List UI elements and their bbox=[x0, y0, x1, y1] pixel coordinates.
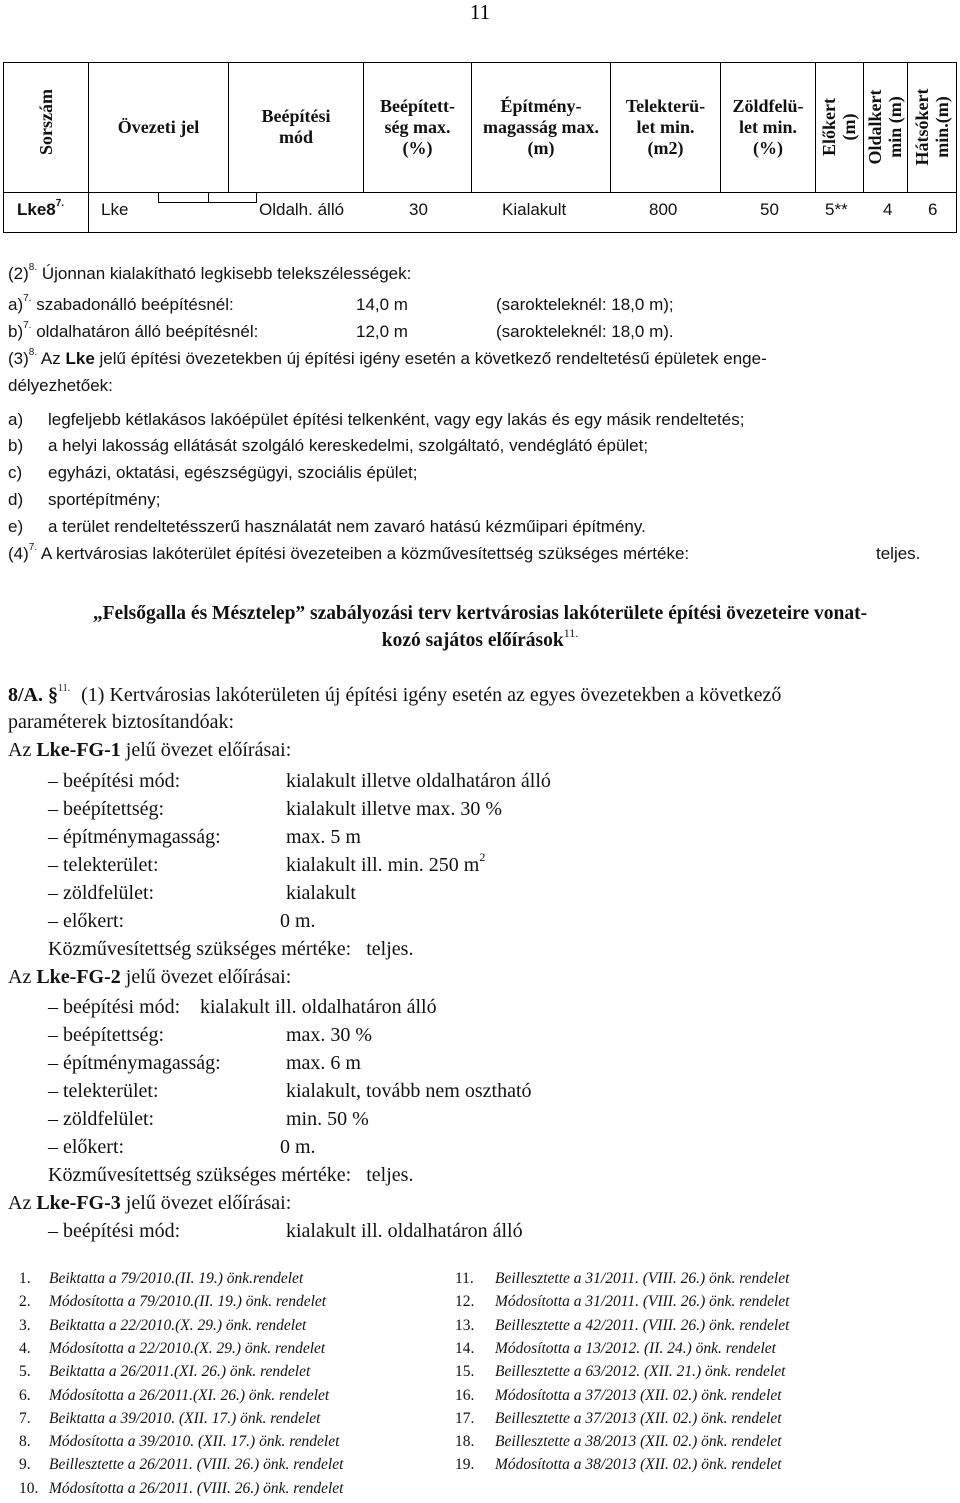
zone-text: jelű övezet előírásai: bbox=[120, 966, 292, 988]
footnote-text: Beiktatta a 22/2010.(X. 29.) önk. rendelet bbox=[49, 1316, 307, 1334]
table-header-divider bbox=[3, 192, 957, 193]
footnote-number: 9. bbox=[19, 1456, 31, 1474]
zone-fg1-kozmu bbox=[48, 938, 413, 961]
page-number: 11 bbox=[469, 0, 491, 24]
header-line: Beépített- bbox=[380, 95, 455, 116]
kozmu-value: teljes. bbox=[366, 938, 414, 960]
item-note: (sarokteleknél: 18,0 m); bbox=[496, 295, 674, 314]
item-value: max. 5 m bbox=[286, 826, 361, 848]
zone-fg2-title bbox=[8, 966, 291, 989]
dash: – bbox=[48, 826, 58, 848]
item-value: min. 50 % bbox=[286, 1108, 369, 1130]
header-beepitesi-mod bbox=[229, 62, 363, 192]
footnote-number: 4. bbox=[19, 1339, 31, 1357]
header-ovezeti-jel: Övezeti jel bbox=[117, 116, 200, 137]
header-line: (m2) bbox=[647, 137, 684, 158]
item-label: beépítettség: bbox=[63, 798, 165, 820]
dash: – bbox=[48, 798, 58, 820]
para-bold: Lke bbox=[65, 349, 95, 368]
zone-fg2-item bbox=[48, 996, 437, 1019]
dash: – bbox=[48, 1024, 58, 1046]
item-text: sportépítmény; bbox=[48, 490, 161, 509]
footnote bbox=[455, 1363, 785, 1381]
footnote-number: 7. bbox=[19, 1409, 31, 1427]
zone-fg3-item bbox=[48, 1220, 523, 1243]
footnote-text: Beillesztette a 31/2011. (VIII. 26.) önk. rendelet bbox=[495, 1270, 790, 1287]
section-3-item-b bbox=[8, 434, 648, 457]
item-label: d) bbox=[8, 490, 24, 509]
para-text: Újonnan kialakítható legkisebb telekszélességek: bbox=[41, 264, 412, 283]
item-label: beépítési mód: bbox=[63, 996, 181, 1018]
footnote-text: Beillesztette a 63/2012. (XII. 21.) önk. rendelet bbox=[495, 1363, 786, 1381]
header-line: magasság max. bbox=[483, 116, 599, 137]
zone-fg3-title bbox=[8, 1192, 291, 1215]
header-telekterulet bbox=[611, 62, 720, 192]
footnote bbox=[19, 1293, 326, 1311]
item-value: 14,0 m bbox=[356, 295, 408, 314]
zone-fg1-item bbox=[48, 826, 361, 849]
footnote-text: Módosította a 37/2013 (XII. 02.) önk. rendelet bbox=[495, 1386, 782, 1404]
footnote-number: 13. bbox=[455, 1316, 475, 1334]
item-value: kialakult bbox=[286, 882, 356, 904]
item-label: zöldfelület: bbox=[63, 1108, 155, 1130]
footnote-number: 18. bbox=[455, 1433, 475, 1451]
header-line: Telekterü- bbox=[625, 95, 706, 116]
item-label: telekterület: bbox=[63, 854, 159, 876]
footnote bbox=[19, 1387, 329, 1405]
item-sup: 7. bbox=[23, 293, 32, 305]
header-sorszam: Sorszám bbox=[36, 89, 56, 155]
footnote-number: 15. bbox=[455, 1363, 475, 1381]
item-label: építménymagasság: bbox=[63, 826, 221, 848]
header-epitmenymagassag bbox=[472, 62, 610, 192]
item-value: 0 m. bbox=[280, 1136, 316, 1158]
footnote bbox=[19, 1363, 310, 1381]
footnote bbox=[19, 1317, 306, 1335]
para-label: (2) bbox=[8, 264, 29, 283]
table-border-right bbox=[956, 62, 957, 233]
zone-fg2-item bbox=[48, 1136, 316, 1159]
header-line: min.(m) bbox=[932, 96, 952, 158]
footnote-text: Módosította a 22/2010.(X. 29.) önk. rendelet bbox=[49, 1339, 326, 1357]
footnote-number: 2. bbox=[19, 1293, 31, 1311]
zone-fg1-item bbox=[48, 910, 316, 933]
dash: – bbox=[48, 1220, 58, 1242]
item-label: zöldfelület: bbox=[63, 882, 155, 904]
footnote-text: Módosította a 26/2011.(XI. 26.) önk. rendelet bbox=[49, 1386, 330, 1404]
footnote-number: 3. bbox=[19, 1316, 31, 1334]
footnote-number: 17. bbox=[455, 1409, 475, 1427]
footnote-number: 12. bbox=[455, 1293, 475, 1311]
item-value bbox=[286, 850, 486, 877]
footnote-text: Módosította a 13/2012. (II. 24.) önk. rendelet bbox=[495, 1339, 776, 1357]
item-value: max. 30 % bbox=[286, 1024, 373, 1046]
para-text: jelű építési övezetekben új építési igény esetén a következő rendeltetésű épületek enge- bbox=[94, 349, 767, 368]
row-telek: 800 bbox=[649, 200, 678, 219]
header-line: min (m) bbox=[885, 96, 905, 158]
header-line: ség max. bbox=[384, 116, 451, 137]
heading-line bbox=[0, 627, 960, 654]
header-hatsokert bbox=[912, 77, 952, 177]
footnote bbox=[19, 1270, 303, 1288]
section-3-item-d bbox=[8, 488, 160, 511]
section-4 bbox=[8, 542, 958, 565]
item-sup: 7. bbox=[23, 320, 32, 332]
zone-code: Lke-FG-1 bbox=[36, 739, 121, 761]
heading-sup: 11. bbox=[563, 625, 579, 640]
footnote-number: 16. bbox=[455, 1386, 475, 1404]
item-value-sup: 2 bbox=[479, 850, 486, 865]
header-elokert bbox=[819, 77, 859, 177]
header-line: Építmény- bbox=[500, 95, 582, 116]
row-oldalkert: 4 bbox=[883, 200, 893, 219]
section-3-line1 bbox=[8, 347, 767, 370]
header-zoldfelulet bbox=[721, 62, 815, 192]
dash: – bbox=[48, 854, 58, 876]
footnote-text: Beillesztette a 42/2011. (VIII. 26.) önk. rendelet bbox=[495, 1316, 790, 1334]
para-text: Az bbox=[40, 349, 66, 368]
heading-text: kozó sajátos előírások bbox=[381, 630, 564, 651]
section-2-b bbox=[8, 320, 948, 343]
section-3-line2: délyezhetőek: bbox=[8, 376, 113, 395]
footnote-text: Beiktatta a 39/2010. (XII. 17.) önk. rendelet bbox=[49, 1409, 321, 1427]
footnote bbox=[455, 1456, 782, 1474]
section-2-intro bbox=[8, 262, 411, 285]
item-value: kialakult, tovább nem osztható bbox=[286, 1080, 532, 1102]
header-line: let min. bbox=[738, 116, 797, 137]
item-value: kialakult ill. oldalhatáron álló bbox=[286, 1220, 523, 1242]
zone-fg2-item bbox=[48, 1080, 532, 1103]
item-label: előkert: bbox=[63, 1136, 125, 1158]
footnote bbox=[19, 1410, 320, 1428]
item-label: b) bbox=[8, 322, 24, 341]
item-value: kialakult ill. oldalhatáron álló bbox=[200, 996, 437, 1018]
footnote bbox=[19, 1480, 343, 1498]
zoning-table bbox=[3, 62, 957, 233]
row-sorszam-text: Lke8 bbox=[17, 200, 56, 219]
footnote-text: Beillesztette a 38/2013 (XII. 02.) önk. rendelet bbox=[495, 1433, 782, 1451]
row-hatsokert: 6 bbox=[928, 200, 938, 219]
zone-fg2-item bbox=[48, 1052, 361, 1075]
zone-fg1-item bbox=[48, 850, 486, 877]
footnote bbox=[455, 1317, 789, 1335]
footnote bbox=[19, 1456, 343, 1474]
item-value-text: kialakult ill. min. 250 m bbox=[286, 854, 480, 876]
section-2-a bbox=[8, 293, 948, 316]
para-value: teljes. bbox=[876, 544, 921, 563]
heading-line: „Felsőgalla és Mésztelep” szabályozási terv kertvárosias lakóterülete építési övezeteire vonat- bbox=[92, 603, 868, 624]
section-8a-line1 bbox=[8, 684, 781, 707]
item-label: beépítési mód: bbox=[63, 770, 181, 792]
footnote-text: Beillesztette a 26/2011. (VIII. 26.) önk. rendelet bbox=[49, 1456, 344, 1474]
row-jel: Lke bbox=[101, 200, 129, 219]
section-sup: 11. bbox=[58, 683, 71, 695]
zone-text: jelű övezet előírásai: bbox=[120, 739, 292, 761]
dash: – bbox=[48, 1080, 58, 1102]
item-text: szabadonálló beépítésnél: bbox=[36, 295, 234, 314]
footnote-text: Módosította a 38/2013 (XII. 02.) önk. rendelet bbox=[495, 1456, 782, 1474]
item-label: c) bbox=[8, 463, 23, 482]
section-8a-line2: paraméterek biztosítandóak: bbox=[8, 711, 235, 733]
header-line: Előkert bbox=[819, 98, 839, 156]
footnote-number: 8. bbox=[19, 1433, 31, 1451]
item-label: telekterület: bbox=[63, 1080, 159, 1102]
item-text: a terület rendeltetésszerű használatát nem zavaró hatású kézműipari építmény. bbox=[48, 517, 646, 536]
section-label: 8/A. § bbox=[8, 684, 58, 706]
dash: – bbox=[48, 1136, 58, 1158]
footnote-text: Módosította a 26/2011. (VIII. 26.) önk. rendelet bbox=[49, 1479, 344, 1497]
col-divider bbox=[863, 62, 864, 192]
para-label: (3) bbox=[8, 349, 29, 368]
footnote-text: Beiktatta a 26/2011.(XI. 26.) önk. rendelet bbox=[49, 1363, 311, 1381]
dash: – bbox=[48, 996, 58, 1018]
zone-text: Az bbox=[8, 1192, 37, 1214]
zone-fg2-item bbox=[48, 1108, 369, 1131]
dash: – bbox=[48, 882, 58, 904]
zone-code: Lke-FG-2 bbox=[36, 966, 121, 988]
footnote-number: 11. bbox=[455, 1270, 474, 1287]
row-mod: Oldalh. álló bbox=[259, 200, 345, 219]
footnote bbox=[19, 1340, 325, 1358]
header-line: mód bbox=[278, 127, 313, 147]
row-magassag: Kialakult bbox=[502, 200, 567, 219]
footnote-text: Módosította a 79/2010.(II. 19.) önk. rendelet bbox=[49, 1293, 327, 1311]
zone-fg2-item bbox=[48, 1024, 373, 1047]
item-text: a helyi lakosság ellátását szolgáló kereskedelmi, szolgáltató, vendéglátó épület; bbox=[48, 436, 649, 455]
zone-code: Lke-FG-3 bbox=[36, 1192, 121, 1214]
row-sorszam-sup: 7. bbox=[55, 198, 65, 210]
zone-text: Az bbox=[8, 739, 37, 761]
item-text: oldalhatáron álló beépítésnél: bbox=[36, 322, 259, 341]
header-line: (%) bbox=[752, 137, 783, 158]
item-label: beépítettség: bbox=[63, 1024, 165, 1046]
zone-text: Az bbox=[8, 966, 37, 988]
footnote bbox=[455, 1293, 789, 1311]
header-line: Hátsókert bbox=[912, 88, 932, 166]
section-3-item-e bbox=[8, 515, 646, 538]
header-beepitettseg bbox=[364, 62, 471, 192]
footnote bbox=[455, 1433, 782, 1451]
dash: – bbox=[48, 1108, 58, 1130]
header-line: (m) bbox=[527, 137, 555, 158]
para-sup: 7. bbox=[28, 542, 38, 554]
item-text: egyházi, oktatási, egészségügyi, szociális épület; bbox=[48, 463, 418, 482]
zone-text: jelű övezet előírásai: bbox=[120, 1192, 292, 1214]
row-beepitettseg: 30 bbox=[409, 200, 428, 219]
footnote-number: 5. bbox=[19, 1363, 31, 1381]
item-value: 0 m. bbox=[280, 910, 316, 932]
header-oldalkert bbox=[865, 77, 905, 177]
table-border-left bbox=[3, 62, 4, 233]
kozmu-label: Közművesítettség szükséges mértéke: bbox=[48, 1164, 352, 1186]
footnote-number: 10. bbox=[19, 1479, 39, 1497]
dash: – bbox=[48, 770, 58, 792]
item-label: a) bbox=[8, 410, 24, 429]
table-border-bottom bbox=[3, 232, 957, 233]
item-label: építménymagasság: bbox=[63, 1052, 221, 1074]
item-note: (sarokteleknél: 18,0 m). bbox=[496, 322, 674, 341]
footnote-text: Beillesztette a 37/2013 (XII. 02.) önk. rendelet bbox=[495, 1409, 782, 1427]
item-value: 12,0 m bbox=[356, 322, 408, 341]
header-line: (m) bbox=[839, 113, 859, 141]
row-elokert: 5** bbox=[825, 200, 848, 219]
footnote bbox=[455, 1387, 782, 1405]
item-label: beépítési mód: bbox=[63, 1220, 181, 1242]
para-sup: 8. bbox=[28, 347, 38, 359]
footnote bbox=[455, 1270, 789, 1288]
cell-stub bbox=[158, 202, 256, 203]
footnote-text: Módosította a 39/2010. (XII. 17.) önk. rendelet bbox=[49, 1433, 340, 1451]
col-divider bbox=[815, 62, 816, 192]
zone-fg1-item bbox=[48, 770, 551, 793]
dash: – bbox=[48, 1052, 58, 1074]
header-line: (%) bbox=[402, 137, 433, 158]
zone-fg2-kozmu bbox=[48, 1164, 413, 1187]
footnote-text: Módosította a 31/2011. (VIII. 26.) önk. rendelet bbox=[495, 1293, 790, 1311]
para-sup: 8. bbox=[28, 262, 38, 274]
item-label: előkert: bbox=[63, 910, 125, 932]
item-label: a) bbox=[8, 295, 24, 314]
item-value: kialakult illetve oldalhatáron álló bbox=[286, 770, 551, 792]
col-divider bbox=[907, 62, 908, 192]
kozmu-value: teljes. bbox=[366, 1164, 414, 1186]
header-line: Oldalkert bbox=[865, 89, 885, 165]
zone-fg1-item bbox=[48, 798, 503, 821]
footnote-text: Beiktatta a 79/2010.(II. 19.) önk.rendelet bbox=[49, 1270, 304, 1287]
item-label: e) bbox=[8, 517, 24, 536]
section-heading bbox=[0, 600, 960, 654]
zone-fg1-title bbox=[8, 739, 291, 762]
section-3-item-c bbox=[8, 461, 417, 484]
header-line: let min. bbox=[636, 116, 695, 137]
para-text: (1) Kertvárosias lakóterületen új építési igény esetén az egyes övezetekben a következő bbox=[81, 684, 782, 706]
header-line: Zöldfelü- bbox=[732, 95, 804, 116]
para-label: (4) bbox=[8, 544, 29, 563]
row-sorszam bbox=[17, 200, 64, 220]
header-line: Beépítési bbox=[261, 106, 331, 126]
zone-fg1-item bbox=[48, 882, 356, 905]
item-label: b) bbox=[8, 436, 24, 455]
section-3-item-a bbox=[8, 408, 744, 431]
item-value: max. 6 m bbox=[286, 1052, 361, 1074]
item-text: legfeljebb kétlakásos lakóépület építési telkenként, vagy egy lakás és egy másik rendeltetés; bbox=[48, 410, 745, 429]
footnote-number: 1. bbox=[19, 1270, 31, 1287]
cell-stub bbox=[256, 192, 257, 203]
dash: – bbox=[48, 910, 58, 932]
footnote bbox=[455, 1410, 782, 1428]
footnote-number: 19. bbox=[455, 1456, 475, 1474]
footnote bbox=[455, 1340, 776, 1358]
kozmu-label: Közművesítettség szükséges mértéke: bbox=[48, 938, 352, 960]
footnote bbox=[19, 1433, 339, 1451]
footnote-number: 14. bbox=[455, 1339, 475, 1357]
row-zold: 50 bbox=[760, 200, 779, 219]
item-value: kialakult illetve max. 30 % bbox=[286, 798, 503, 820]
footnote-number: 6. bbox=[19, 1386, 31, 1404]
para-text: A kertvárosias lakóterület építési övezeteiben a közművesítettség szükséges mértéke: bbox=[40, 544, 690, 563]
